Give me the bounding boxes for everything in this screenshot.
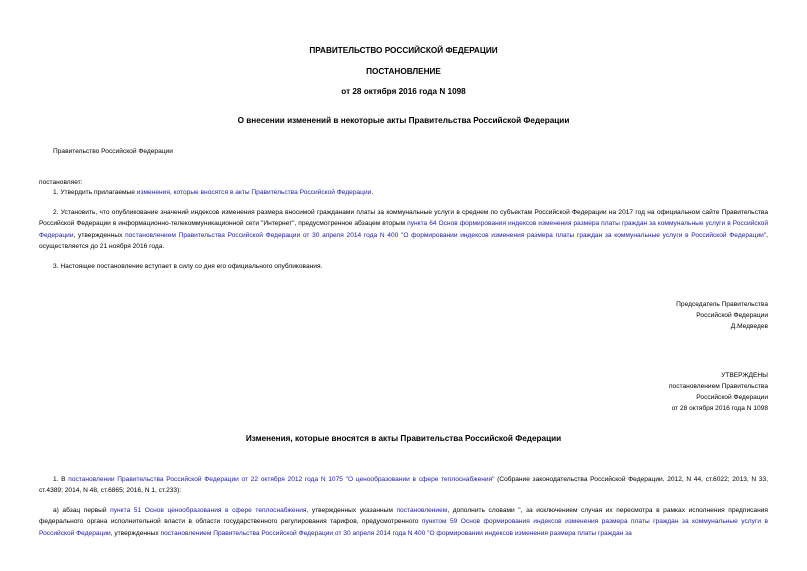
item-1-text: 1. Утвердить прилагаемые [53, 189, 137, 196]
resolves-text: постановляет: [39, 179, 83, 186]
changes-p2-text-4: , утвержденных [110, 529, 161, 537]
signature-position: Председатель Правительства [676, 301, 768, 308]
signature-country: Российской Федерации [696, 312, 768, 319]
document-date-number: от 28 октября 2016 года N 1098 [341, 87, 466, 96]
changes-p2-text-3: , дополнить словами ", за исключением случая их пересмотра в рамках исполнения предписания федерального органа исполнительной власти в области государственного регулирования тарифов, предусмотренного [39, 507, 768, 526]
changes-link[interactable]: изменения, которые вносятся в акты Правительства Российской Федерации [136, 189, 372, 196]
changes-p2-text-1: а) абзац первый [53, 507, 111, 514]
document-title: О внесении изменений в некоторые акты Правительства Российской Федерации [237, 116, 570, 125]
approved-country: Российской Федерации [696, 394, 768, 401]
changes-p1-text-1: 1. В [53, 476, 69, 483]
item-2-text-2: , утвержденных [73, 231, 126, 239]
changes-p1-link[interactable]: постановлении Правительства Российской Федерации от 22 октября 2012 года N 1075 "О ценообразовании в сфере теплоснабжения" [68, 476, 495, 483]
item-2-link-2[interactable]: постановлением Правительства Российской Федерации от 30 апреля 2014 года N 400 "О формировании индексов изменения размера платы граждан за коммунальные услуги в Российской Федерации" [125, 231, 767, 239]
changes-p2-link-1[interactable]: пункта 51 Основ ценообразования в сфере теплоснабжения [110, 507, 307, 514]
changes-p2-link-3[interactable]: пунктом 59 Основ формирования индексов изменения размера платы граждан за коммунальные услуги в Российской Федерации [39, 518, 768, 537]
government-heading: ПРАВИТЕЛЬСТВО РОССИЙСКОЙ ФЕДЕРАЦИИ [309, 46, 498, 55]
approved-heading: УТВЕРЖДЕНЫ [721, 372, 768, 379]
item-1 [53, 189, 373, 197]
changes-title: Изменения, которые вносятся в акты Правительства Российской Федерации [245, 434, 562, 443]
item-2-text-3: , осуществляется до 21 ноября 2016 года. [39, 231, 769, 250]
changes-paragraph-1 [39, 474, 768, 497]
preamble: Правительство Российской Федерации [53, 148, 173, 155]
approved-by: постановлением Правительства [668, 383, 768, 390]
item-1-end: . [371, 189, 374, 196]
item-2-link-1[interactable]: пункта 64 Основ формирования индексов изменения размера платы граждан за коммунальные услуги в Российской Федерации [39, 220, 769, 239]
item-3: 3. Настоящее постановление вступает в силу со дня его официального опубликования. [53, 263, 323, 270]
changes-p2-link-4[interactable]: постановлением Правительства Российской Федерации от 30 апреля 2014 года N 400 "О формировании индексов изменения размера платы граждан за [160, 529, 632, 537]
changes-paragraph-2 [39, 505, 768, 545]
document-type: ПОСТАНОВЛЕНИЕ [366, 67, 441, 76]
item-2-text-1: 2. Установить, что опубликование значений индексов изменения размера вносимой гражданами платы за коммунальные услуги в среднем по субъектам Российской Федерации на 2017 год на официальном сайте Правительства Российской Федерации в информационно-телекоммуникационной сети "Интернет", предусмотренное абзацем вторым [39, 209, 768, 228]
changes-p2-text-2: , утвержденных указанным [306, 507, 397, 514]
approved-date: от 28 октября 2016 года N 1098 [671, 405, 768, 412]
changes-p2-link-2[interactable]: постановлением [396, 507, 448, 514]
signature-name: Д.Медведев [730, 323, 768, 330]
changes-p1-text-2: (Собрание законодательства Российской Федерации, 2012, N 44, ст.6022; 2013, N 33, ст.4389; 2014, N 48, ст.6865; 2016, N 1, ст.233): [39, 476, 769, 495]
item-2 [39, 207, 768, 252]
